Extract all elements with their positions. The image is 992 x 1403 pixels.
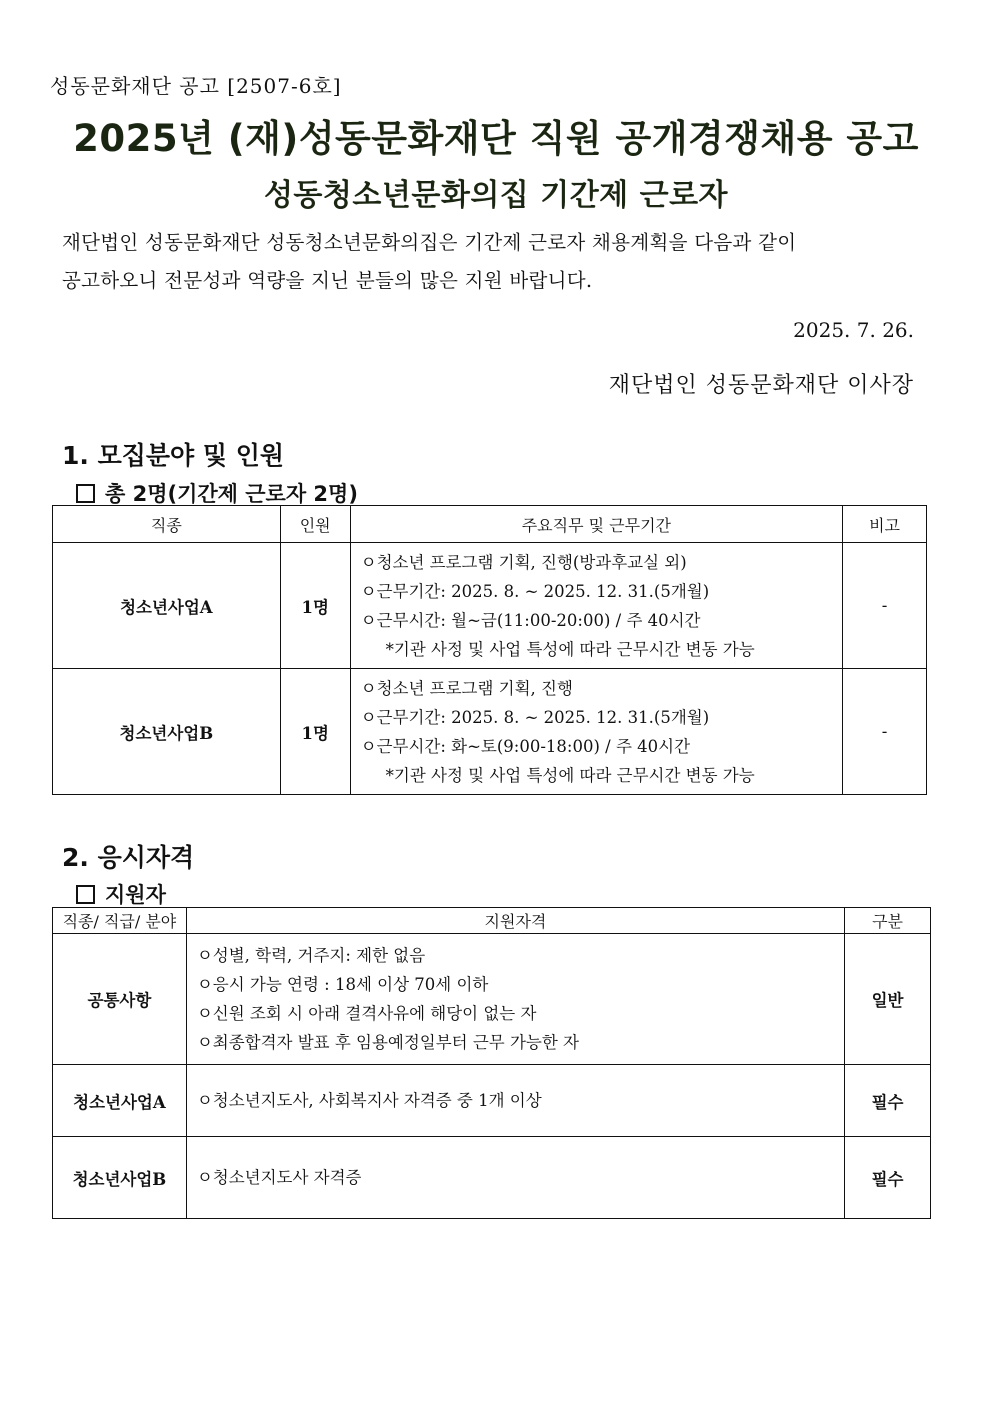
field-cell: 공통사항 xyxy=(53,934,187,1065)
duties-cell xyxy=(350,543,842,669)
section2-heading: 2. 응시자격 xyxy=(62,843,195,872)
quals-cell xyxy=(186,1137,844,1219)
duty-note: *기관 사정 및 사업 특성에 따라 근무시간 변동 가능 xyxy=(385,639,755,659)
table-row xyxy=(53,1137,931,1219)
page-subtitle: 성동청소년문화의집 기간제 근로자 xyxy=(263,178,729,213)
notice-number: 성동문화재단 공고 [2507-6호] xyxy=(50,74,342,98)
qual-line: ㅇ성별, 학력, 거주지: 제한 없음 xyxy=(196,946,426,965)
notice-date: 2025. 7. 26. xyxy=(793,318,914,342)
type-cell: 필수 xyxy=(845,1137,931,1219)
column-header: 직종/ 직급/ 분야 xyxy=(53,908,187,934)
duty-line: ㅇ근무기간: 2025. 8. ~ 2025. 12. 31.(5개월) xyxy=(360,707,710,727)
qual-line: ㅇ청소년지도사 자격증 xyxy=(196,1168,362,1187)
duty-line: ㅇ근무시간: 화~토(9:00-18:00) / 주 40시간 xyxy=(360,736,691,756)
remark-cell: - xyxy=(843,543,927,669)
type-cell: 필수 xyxy=(845,1065,931,1137)
column-header: 주요직무 및 근무기간 xyxy=(350,506,842,543)
count-cell: 1명 xyxy=(280,543,350,669)
duties-cell xyxy=(350,669,842,795)
intro-line: 공고하오니 전문성과 역량을 지닌 분들의 많은 지원 바랍니다. xyxy=(62,269,593,292)
duty-line: ㅇ근무시간: 월~금(11:00-20:00) / 주 40시간 xyxy=(360,610,701,630)
table-row xyxy=(53,1065,931,1137)
type-cell: 일반 xyxy=(845,934,931,1065)
column-header: 직종 xyxy=(53,506,281,543)
job-cell: 청소년사업B xyxy=(53,669,281,795)
table-row xyxy=(53,669,927,795)
duty-note: *기관 사정 및 사업 특성에 따라 근무시간 변동 가능 xyxy=(385,765,755,785)
table-row xyxy=(53,934,931,1065)
table-header-row xyxy=(53,506,927,543)
table-header-row xyxy=(53,908,931,934)
duty-line: ㅇ청소년 프로그램 기획, 진행(방과후교실 외) xyxy=(360,552,687,572)
column-header: 인원 xyxy=(280,506,350,543)
intro-line: 재단법인 성동문화재단 성동청소년문화의집은 기간제 근로자 채용계획을 다음과 같이 xyxy=(62,231,797,254)
checkbox-icon xyxy=(76,885,95,904)
qualification-table xyxy=(52,907,931,1219)
count-cell: 1명 xyxy=(280,669,350,795)
column-header: 지원자격 xyxy=(186,908,844,934)
section1-subheading xyxy=(76,478,358,508)
issuer: 재단법인 성동문화재단 이사장 xyxy=(608,373,914,398)
column-header: 비고 xyxy=(843,506,927,543)
table-row xyxy=(53,543,927,669)
field-cell: 청소년사업A xyxy=(53,1065,187,1137)
remark-cell: - xyxy=(843,669,927,795)
qual-line: ㅇ응시 가능 연령 : 18세 이상 70세 이하 xyxy=(196,975,489,994)
checkbox-icon xyxy=(76,484,95,503)
section1-heading: 1. 모집분야 및 인원 xyxy=(62,441,285,470)
duty-line: ㅇ근무기간: 2025. 8. ~ 2025. 12. 31.(5개월) xyxy=(360,581,710,601)
page-title: 2025년 (재)성동문화재단 직원 공개경쟁채용 공고 xyxy=(73,117,919,160)
qual-line: ㅇ신원 조회 시 아래 결격사유에 해당이 없는 자 xyxy=(196,1004,537,1023)
quals-cell xyxy=(186,1065,844,1137)
field-cell: 청소년사업B xyxy=(53,1137,187,1219)
section1-subheading-text: 총 2명(기간제 근로자 2명) xyxy=(105,482,358,506)
qual-line: ㅇ최종합격자 발표 후 임용예정일부터 근무 가능한 자 xyxy=(196,1033,579,1052)
intro-paragraph xyxy=(62,224,942,300)
job-cell: 청소년사업A xyxy=(53,543,281,669)
quals-cell xyxy=(186,934,844,1065)
section2-subheading-text: 지원자 xyxy=(105,883,166,907)
section2-subheading xyxy=(76,879,166,909)
duty-line: ㅇ청소년 프로그램 기획, 진행 xyxy=(360,678,573,698)
recruitment-table xyxy=(52,505,927,795)
qual-line: ㅇ청소년지도사, 사회복지사 자격증 중 1개 이상 xyxy=(196,1091,542,1110)
column-header: 구분 xyxy=(845,908,931,934)
